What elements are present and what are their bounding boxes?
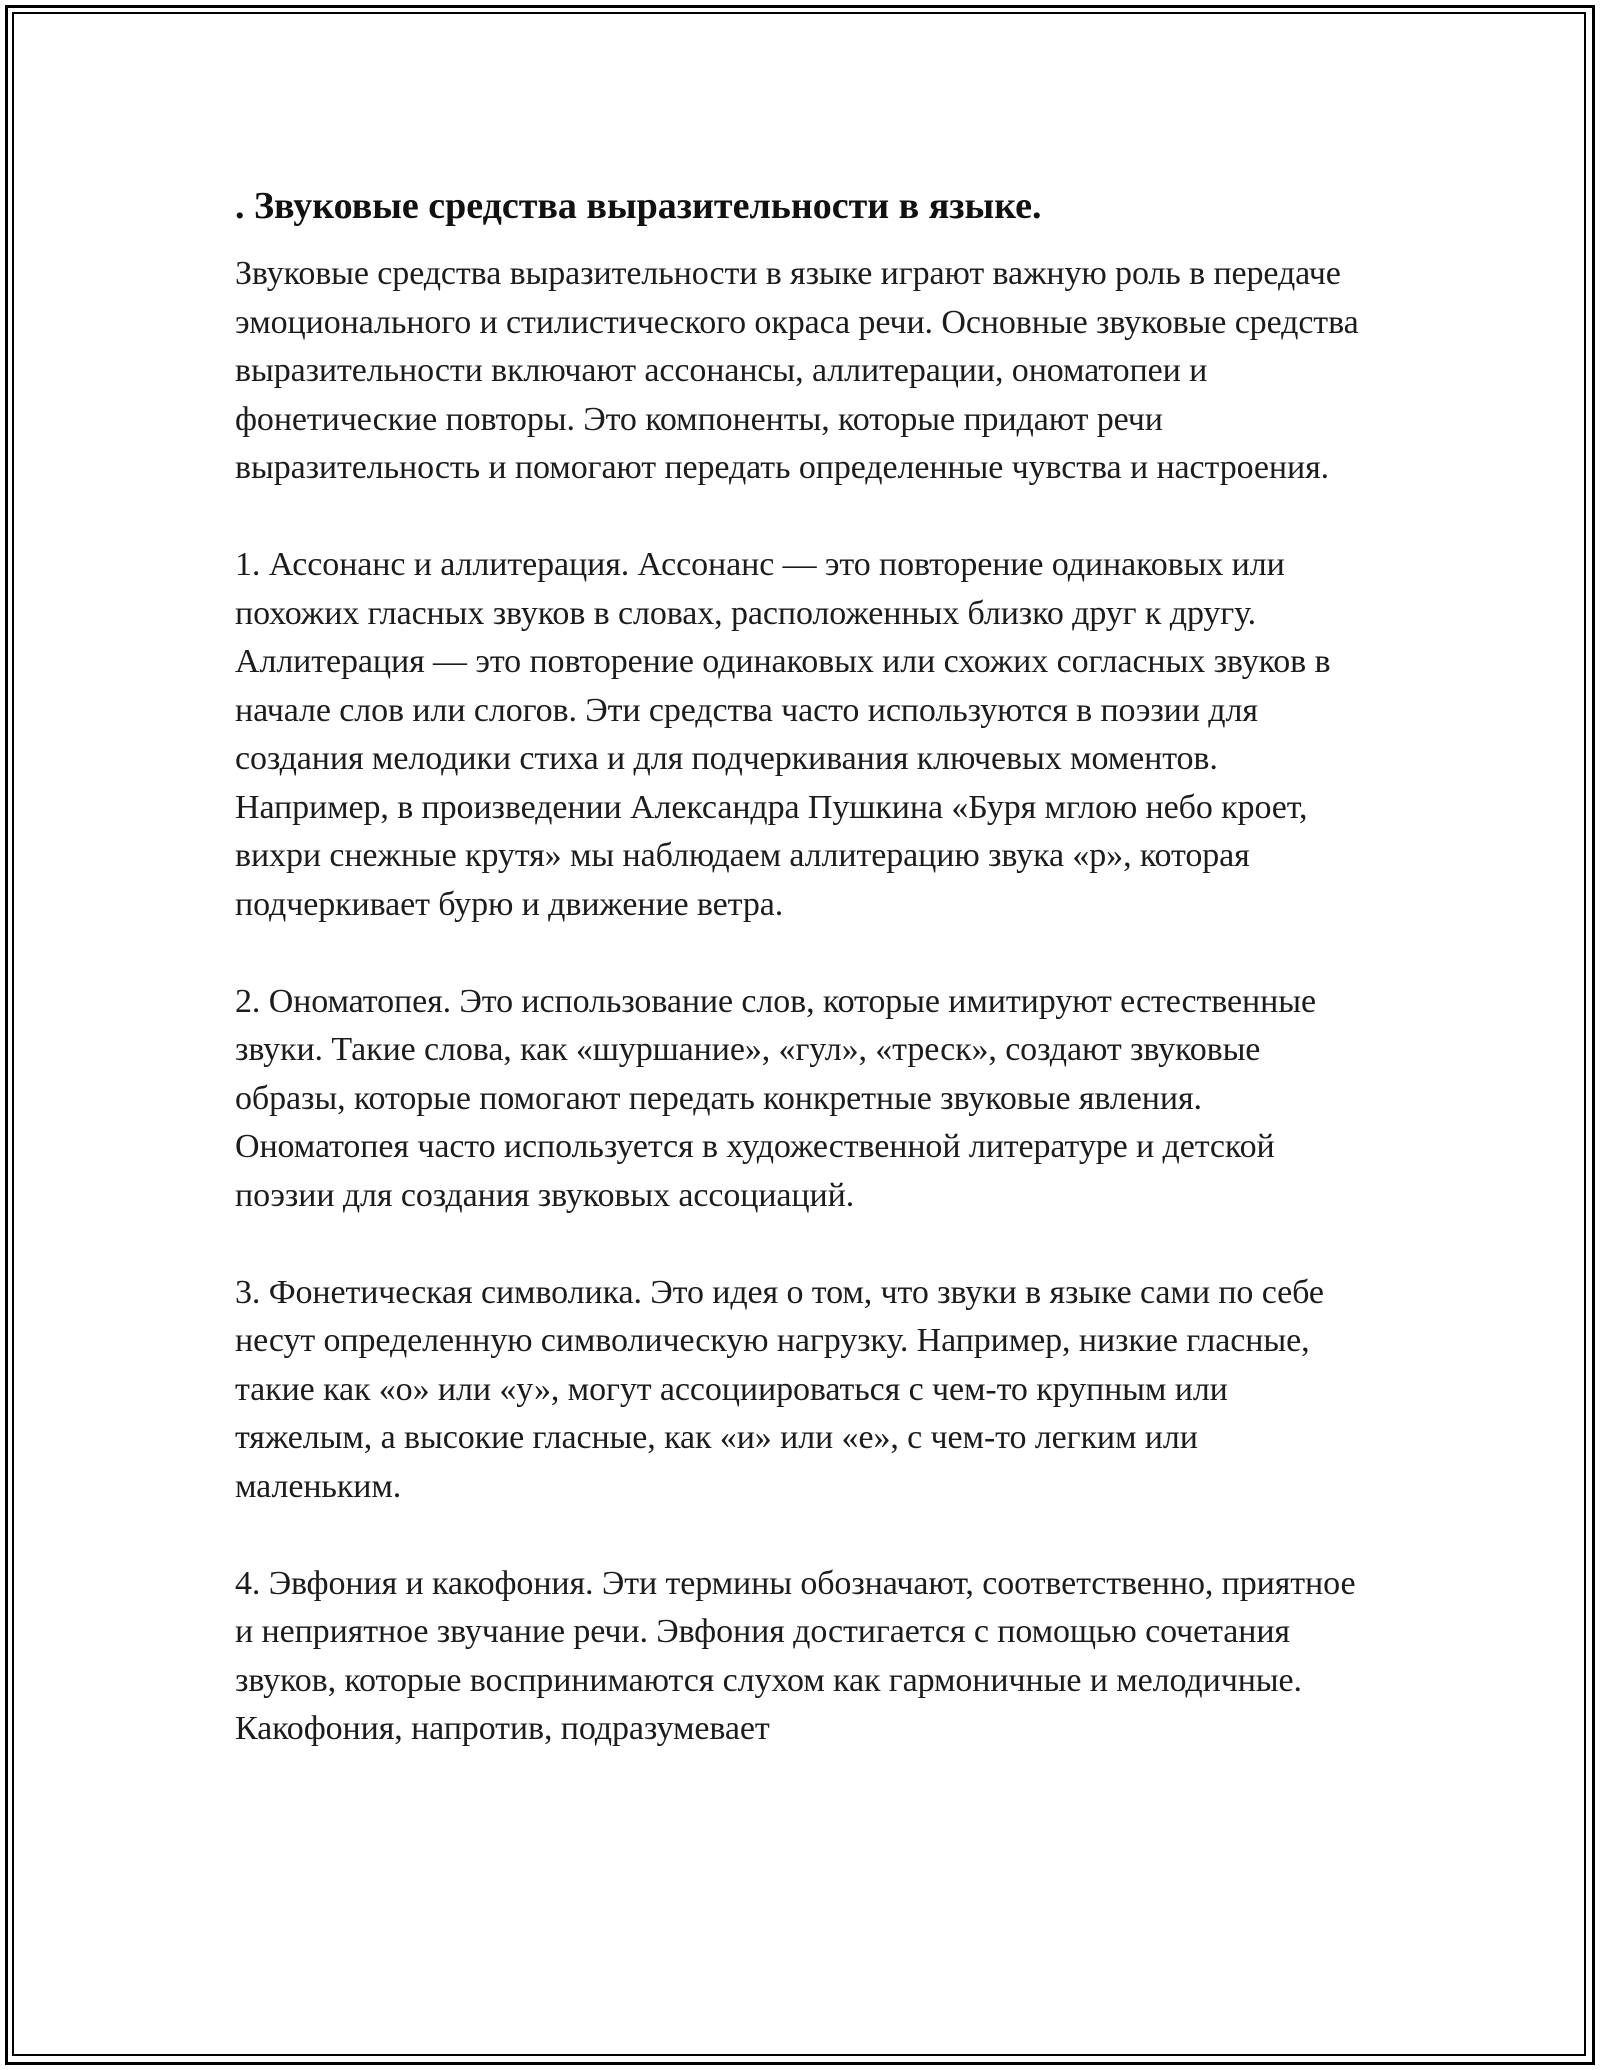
paragraph-onomatopoeia: 2. Ономатопея. Это использование слов, которые имитируют естественные звуки. Такие слова, как «шуршание», «гул», «треск», создают звуковые образы, которые помогают передать конкретные звуковые явления. Ономатопея часто используется в художественной литературе и детской поэзии для создания звуковых ассоциаций. (235, 982, 1316, 1214)
document-body (235, 180, 1365, 1802)
paragraph-euphony-cacophony: 4. Эвфония и какофония. Эти термины обозначают, соответственно, приятное и неприятное звучание речи. Эвфония достигается с помощью сочетания звуков, которые воспринимаются слухом как гармоничные и мелодичные. Какофония, напротив, подразумевает (235, 1564, 1356, 1747)
paragraph-phonetic-symbolism: 3. Фонетическая символика. Это идея о том, что звуки в языке сами по себе несут определенную символическую нагрузку. Например, низкие гласные, такие как «о» или «у», могут ассоциироваться с чем-то крупным или тяжелым, а высокие гласные, как «и» или «е», с чем-то легким или маленьким. (235, 1273, 1324, 1505)
paragraph-intro: Звуковые средства выразительности в языке играют важную роль в передаче эмоционального и стилистического окраса речи. Основные звуковые средства выразительности включают ассонансы, аллитерации, ономатопеи и фонетические повторы. Это компоненты, которые придают речи выразительность и помогают передать определенные чувства и настроения. (235, 255, 1359, 486)
paragraph-assonance-alliteration: 1. Ассонанс и аллитерация. Ассонанс — это повторение одинаковых или похожих гласных звуков в словах, расположенных близко друг к другу. Аллитерация — это повторение одинаковых или схожих согласных звуков в начале слов или слогов. Эти средства часто используются в поэзии для создания мелодики стиха и для подчеркивания ключевых моментов. Например, в произведении Александра Пушкина «Буря мглою небо кроет, вихри снежные крутя» мы наблюдаем аллитерацию звука «р», которая подчеркивает бурю и движение ветра. (235, 546, 1331, 923)
section-heading: . Звуковые средства выразительности в языке. (235, 185, 1042, 227)
